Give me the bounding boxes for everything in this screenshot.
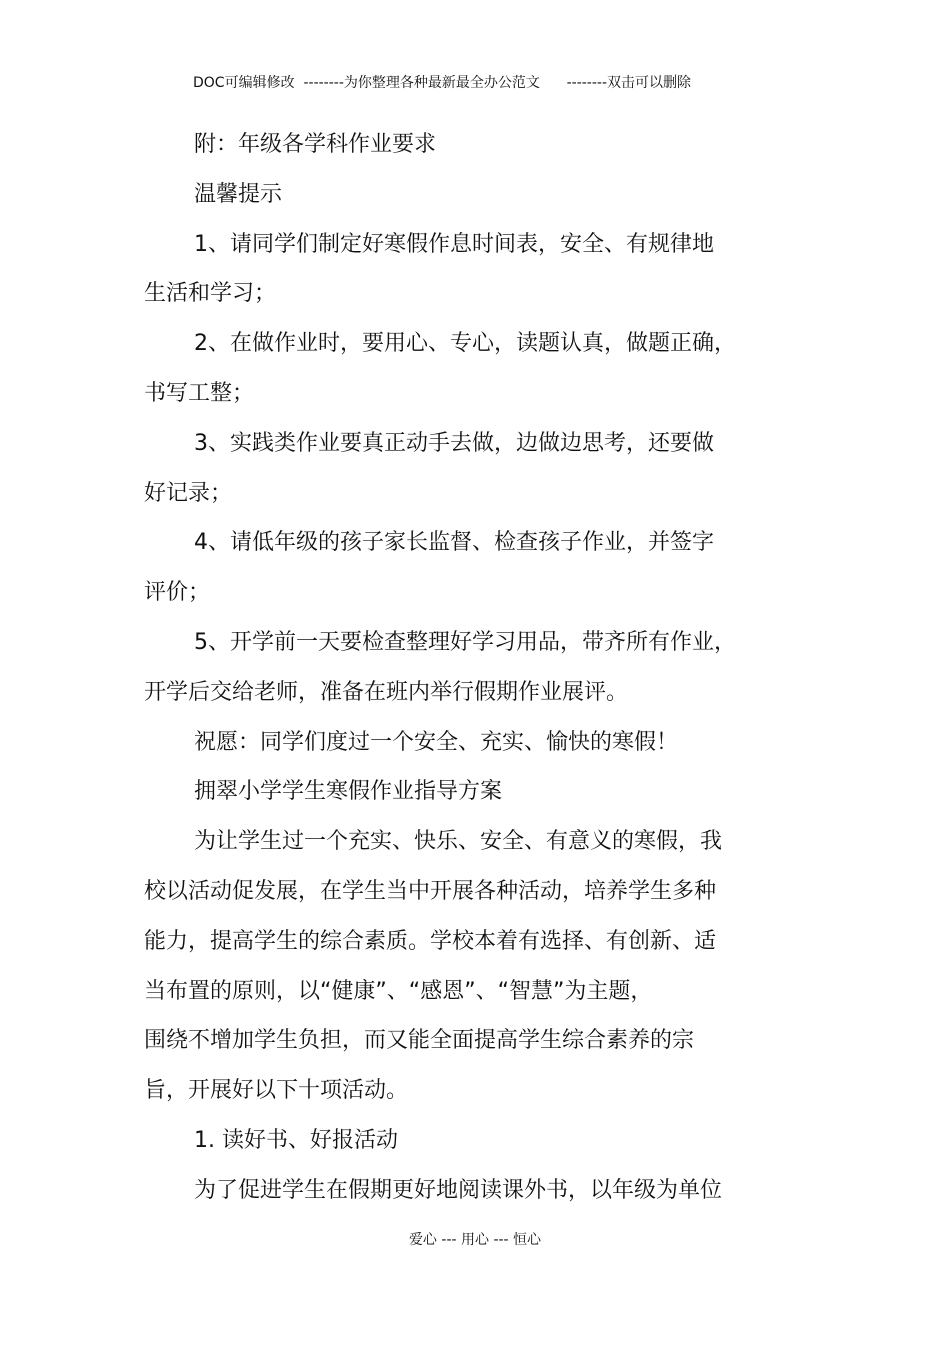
text-line: 为让学生过一个充实、快乐、安全、有意义的寒假，我	[194, 829, 723, 855]
text-line: 书写工整；	[144, 380, 255, 406]
text-line: 4、请低年级的孩子家长监督、检查孩子作业，并签字	[194, 530, 714, 556]
text-line: 1. 读好书、好报活动	[194, 1127, 398, 1153]
text-line: 1、请同学们制定好寒假作息时间表，安全、有规律地	[194, 231, 714, 257]
text-line: 开学后交给老师，准备在班内举行假期作业展评。	[144, 679, 629, 705]
text-line: 当布置的原则，以“健康”、“感恩”、“智慧”为主题，	[144, 978, 653, 1004]
text-line: 3、实践类作业要真正动手去做，边做边思考，还要做	[194, 430, 714, 456]
text-line: 生活和学习；	[144, 281, 277, 307]
text-line: 旨，开展好以下十项活动。	[144, 1078, 409, 1104]
text-line: 好记录；	[144, 480, 233, 506]
text-line: 5、开学前一天要检查整理好学习用品，带齐所有作业，	[194, 629, 736, 655]
page-footer: 爱心 --- 用心 --- 恒心	[408, 1232, 542, 1248]
document-body	[144, 120, 764, 1216]
text-line: 祝愿：同学们度过一个安全、充实、愉快的寒假！	[194, 729, 679, 755]
text-line: 校以活动促发展，在学生当中开展各种活动，培养学生多种	[144, 878, 717, 904]
text-line: 附：年级各学科作业要求	[194, 132, 437, 157]
text-line: 2、在做作业时，要用心、专心，读题认真，做题正确，	[194, 331, 736, 357]
page-header: DOC可编辑修改 --------为你整理各种最新最全办公范文 --------双击可以删除	[193, 75, 692, 91]
text-line: 能力，提高学生的综合素质。学校本着有选择、有创新、适	[144, 928, 717, 954]
text-line: 为了促进学生在假期更好地阅读课外书，以年级为单位	[194, 1177, 723, 1203]
text-line: 拥翠小学学生寒假作业指导方案	[194, 779, 503, 805]
text-line: 评价；	[144, 580, 211, 606]
text-line: 围绕不增加学生负担，而又能全面提高学生综合素养的宗	[144, 1028, 695, 1054]
text-line: 温馨提示	[194, 181, 283, 207]
